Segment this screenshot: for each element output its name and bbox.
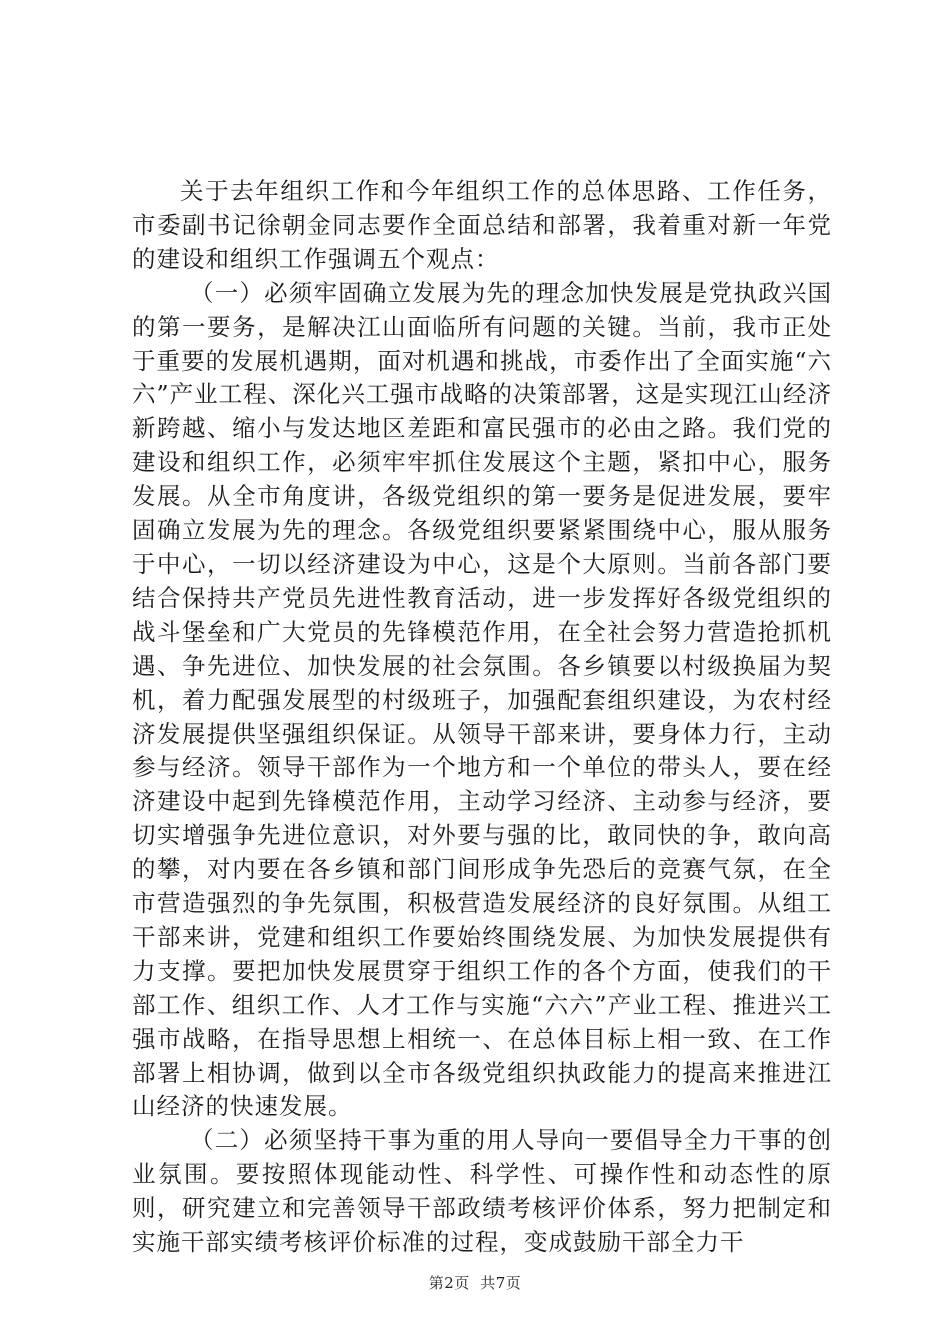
document-body [132, 175, 832, 1260]
intro-paragraph: 关于去年组织工作和今年组织工作的总体思路、工作任务，市委副书记徐朝金同志要作全面总结和部署，我着重对新一年党的建设和组织工作强调五个观点： [132, 177, 832, 273]
section-one-paragraph: （一）必须牢固确立发展为先的理念加快发展是党执政兴国的第一要务，是解决江山面临所有问题的关键。当前，我市正处于重要的发展机遇期，面对机遇和挑战，市委作出了全面实施“六六”产业工程、深化兴工强市战略的决策部署，这是实现江山经济新跨越、缩小与发达地区差距和富民强市的必由之路。我们党的建设和组织工作，必须牢牢抓住发展这个主题，紧扣中心，服务发展。从全市角度讲，各级党组织的第一要务是促进发展，要牢固确立发展为先的理念。各级党组织要紧紧围绕中心，服从服务于中心，一切以经济建设为中心，这是个大原则。当前各部门要结合保持共产党员先进性教育活动，进一步发挥好各级党组织的战斗堡垒和广大党员的先锋模范作用，在全社会努力营造抢抓机遇、争先进位、加快发展的社会氛围。各乡镇要以村级换届为契机，着力配强发展型的村级班子，加强配套组织建设，为农村经济发展提供坚强组织保证。从领导干部来讲，要身体力行，主动参与经济。领导干部作为一个地方和一个单位的带头人，要在经济建设中起到先锋模范作用，主动学习经济、主动参与经济，要切实增强争先进位意识，对外要与强的比，敢同快的争，敢向高的攀，对内要在各乡镇和部门间形成争先恐后的竞赛气氛，在全市营造强烈的争先氛围，积极营造发展经济的良好氛围。从组工干部来讲，党建和组织工作要始终围绕发展、为加快发展提供有力支撑。要把加快发展贯穿于组织工作的各个方面，使我们的干部工作、组织工作、人才工作与实施“六六”产业工程、推进兴工强市战略，在指导思想上相统一、在总体目标上相一致、在工作部署上相协调，做到以全市各级党组织执政能力的提高来推进江山经济的快速发展。 [132, 278, 832, 1121]
section-two-paragraph: （二）必须坚持干事为重的用人导向一要倡导全力干事的创业氛围。要按照体现能动性、科学性、可操作性和动态性的原则，研究建立和完善领导干部政绩考核评价体系，努力把制定和实施干部实绩考核评价标准的过程，变成鼓励干部全力干 [132, 1126, 832, 1257]
page-number-label: 第2页 共7页 [428, 1274, 522, 1292]
page-footer [0, 1272, 950, 1293]
